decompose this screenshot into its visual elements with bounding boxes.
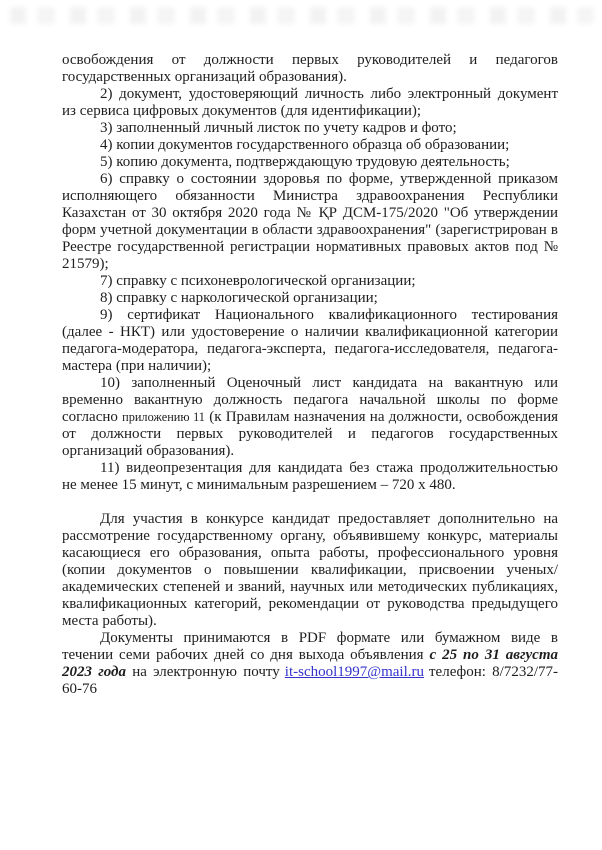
additional-materials-paragraph: Для участия в конкурсе кандидат предоставляет дополнительно на рассмотрение государственному органу, объявившему конкурс, материалы касающиеся его образования, опыта работы, профессионального уровня (копии документов о повышении квалификации, присвоении ученых/академических степеней и званий, научных или методических публикациях, квалификационных категорий, рекомендации от руководства предыдущего места работы). <box>62 511 558 629</box>
continuation-line-1: освобождения от должности первых руководителей и педагогов <box>62 52 558 68</box>
phone-number: телефон: 8/7232/77-60-76 <box>62 664 558 697</box>
list-item-7: 7) справку с психоневрологической организации; <box>100 273 416 289</box>
submission-date-range: с 25 по 31 августа 2023 года <box>62 647 558 680</box>
submission-text: Документы принимаются в PDF формате или бумажном виде в течении семи рабочих дней со дня выхода объявления <box>62 630 558 663</box>
list-item-5: 5) копию документа, подтверждающую трудовую деятельность; <box>100 154 510 170</box>
list-item-9: 9) сертификат Национального квалификационного тестирования (далее - НКТ) или удостоверение о наличии квалификационной категории педагога-модератора, педагога-эксперта, педагога-исследователя, педагога-мастера (при наличии); <box>62 307 558 374</box>
list-item-4: 4) копии документов государственного образца об образовании; <box>100 137 510 153</box>
list-item-11: 11) видеопрезентация для кандидата без стажа продолжительностью не менее 15 минут, с минимальным разрешением – 720 х 480. <box>62 460 558 493</box>
submission-text-cont: на электронную почту <box>126 664 280 680</box>
list-item-6: 6) справку о состоянии здоровья по форме, утвержденной приказом исполняющего обязанности Министра здравоохранения Республики Казахстан от 30 октября 2020 года № ҚР ДСМ-175/2020 "Об утверждении форм учетной документации в области здравоохранения" (зарегистрирован в Реестре государственной регистрации нормативных правовых актов под № 21579); <box>62 171 558 272</box>
scan-bleed-artifact <box>10 7 594 24</box>
list-item-3: 3) заполненный личный листок по учету кадров и фото; <box>100 120 457 136</box>
list-item-2: 2) документ, удостоверяющий личность либо электронный документ из сервиса цифровых документов (для идентификации); <box>62 86 558 119</box>
list-item-10-text: 10) заполненный Оценочный лист кандидата на вакантную или временно вакантную должность педагога начальной школы по форме согласно <box>62 375 558 425</box>
paragraph-gap <box>62 494 558 511</box>
list-item-8: 8) справку с наркологической организации; <box>100 290 378 306</box>
email-link[interactable]: it-school1997@mail.ru <box>284 664 424 680</box>
document-body <box>62 52 558 698</box>
continuation-line-2: государственных организаций образования). <box>62 69 347 85</box>
list-item-10 <box>62 375 558 460</box>
list-item-10-text-cont: (к Правилам назначения на должности, освобождения от должности первых руководителей и педагогов государственных организаций образования). <box>62 409 559 459</box>
appendix-reference: приложению 11 <box>122 410 205 424</box>
submission-paragraph <box>62 630 558 698</box>
